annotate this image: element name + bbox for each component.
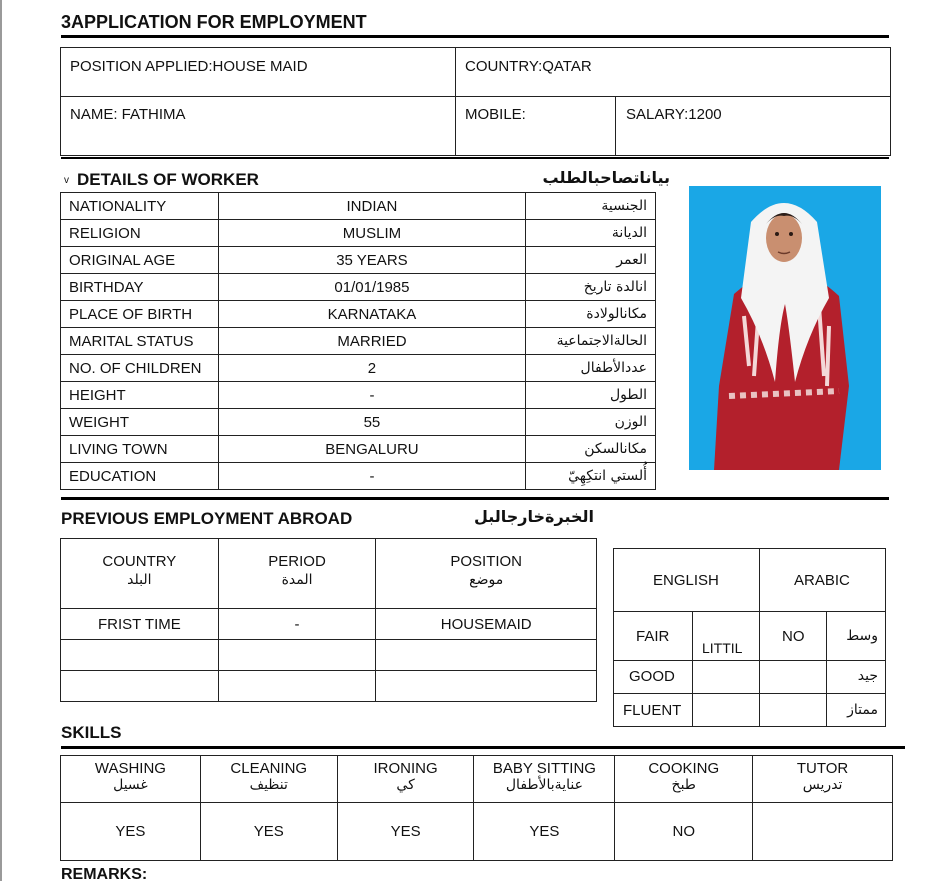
prev-col-period-ar: المدة: [281, 572, 313, 588]
lang-fair-ar: وسط: [846, 628, 878, 644]
skill-name-ar: تدريس: [802, 777, 843, 793]
details-label: RELIGION: [61, 220, 219, 247]
page-title: 3APPLICATION FOR EMPLOYMENT: [61, 12, 367, 32]
details-label: PLACE OF BIRTH: [61, 301, 219, 328]
title-rule: [61, 35, 889, 38]
details-row: [61, 193, 656, 220]
prev-row-empty: [218, 671, 376, 702]
details-row: [61, 274, 656, 301]
skill-value: YES: [61, 803, 201, 861]
prev-col-position-en: POSITION: [450, 553, 523, 570]
details-label: LIVING TOWN: [61, 436, 219, 463]
skill-header: [200, 756, 337, 803]
prev-col-position: [376, 539, 597, 609]
skill-name-ar: طبخ: [671, 777, 696, 793]
details-row: [61, 247, 656, 274]
worker-details-table: [60, 192, 656, 490]
skill-header: [61, 756, 201, 803]
lang-fluent: FLUENT: [623, 702, 682, 719]
details-row: [61, 355, 656, 382]
details-row: [61, 463, 656, 490]
details-row: [61, 382, 656, 409]
salary: SALARY:1200: [626, 106, 722, 123]
details-label: ORIGINAL AGE: [61, 247, 219, 274]
details-label: WEIGHT: [61, 409, 219, 436]
details-label-ar: أُلستي انتكِهِيّ: [526, 463, 656, 490]
details-value: 01/01/1985: [218, 274, 525, 301]
skill-name: WASHING: [94, 760, 166, 777]
prev-row-empty: [218, 640, 376, 671]
skill-value: YES: [474, 803, 615, 861]
skill-header: [615, 756, 753, 803]
details-value: 35 YEARS: [218, 247, 525, 274]
prev-row-empty: [61, 640, 219, 671]
details-label-ar: مكانالولادة: [526, 301, 656, 328]
details-row: [61, 328, 656, 355]
prev-col-period-en: PERIOD: [268, 553, 326, 570]
details-marker: v: [64, 175, 69, 186]
previous-heading-ar: الخبرةخارجالبل: [473, 507, 594, 526]
remarks-heading: REMARKS:: [61, 866, 148, 883]
details-label: HEIGHT: [61, 382, 219, 409]
page-edge: [0, 0, 2, 881]
prev-row-empty: [376, 640, 597, 671]
country: COUNTRY:QATAR: [465, 58, 592, 75]
details-label-ar: العمر: [526, 247, 656, 274]
lang-good-ar: جيد: [857, 668, 878, 684]
mobile: MOBILE:: [465, 106, 526, 123]
section-rule: [61, 157, 889, 159]
lang-english-level: LITTIL: [702, 640, 743, 656]
lang-good: GOOD: [629, 668, 675, 685]
details-label-ar: الوزن: [526, 409, 656, 436]
position-applied: POSITION APPLIED:HOUSE MAID: [70, 58, 308, 75]
applicant-photo: [689, 186, 881, 470]
details-value: MARRIED: [218, 328, 525, 355]
details-value: -: [218, 382, 525, 409]
details-heading-ar: بياناتصاحبالطلب: [542, 168, 670, 187]
lang-english: ENGLISH: [653, 572, 719, 589]
prev-row-period: -: [218, 609, 376, 640]
details-value: BENGALURU: [218, 436, 525, 463]
details-label-ar: انالدة تاريخ: [526, 274, 656, 301]
details-label: BIRTHDAY: [61, 274, 219, 301]
prev-col-position-ar: موضع: [469, 572, 504, 588]
skills-rule: [61, 746, 905, 749]
prev-col-country-ar: البلد: [127, 572, 152, 588]
lang-arabic-level: NO: [782, 628, 805, 645]
details-row: [61, 436, 656, 463]
details-value: -: [218, 463, 525, 490]
skill-header: [753, 756, 893, 803]
details-label-ar: عددالأطفال: [526, 355, 656, 382]
skill-value: YES: [200, 803, 337, 861]
details-value: 2: [218, 355, 525, 382]
details-value: INDIAN: [218, 193, 525, 220]
details-label-ar: الطول: [526, 382, 656, 409]
skill-value: YES: [337, 803, 474, 861]
details-label: NO. OF CHILDREN: [61, 355, 219, 382]
details-label-ar: الديانة: [526, 220, 656, 247]
skill-name: TUTOR: [796, 760, 849, 777]
applicant-name: NAME: FATHIMA: [70, 106, 186, 123]
details-value: 55: [218, 409, 525, 436]
skill-name-ar: عنايةبالأطفال: [505, 777, 583, 793]
details-label-ar: الجنسية: [526, 193, 656, 220]
details-heading: DETAILS OF WORKER: [77, 170, 259, 189]
details-label: EDUCATION: [61, 463, 219, 490]
details-value: KARNATAKA: [218, 301, 525, 328]
lang-fair: FAIR: [636, 628, 670, 645]
skill-name-ar: غسيل: [113, 777, 148, 793]
details-label: MARITAL STATUS: [61, 328, 219, 355]
details-label-ar: الحالةالاجتماعية: [526, 328, 656, 355]
skill-header: [474, 756, 615, 803]
previous-employment-table: [60, 538, 597, 702]
prev-row-empty: [61, 671, 219, 702]
skill-name: COOKING: [648, 760, 720, 777]
skill-name-ar: كي: [396, 777, 415, 793]
prev-row-position: HOUSEMAID: [376, 609, 597, 640]
section-rule: [61, 497, 889, 500]
prev-col-country: [61, 539, 219, 609]
skills-table: [60, 755, 893, 861]
details-row: [61, 220, 656, 247]
skill-value: [753, 803, 893, 861]
skill-name: CLEANING: [230, 760, 308, 777]
skill-header: [337, 756, 474, 803]
skill-name-ar: تنظيف: [249, 777, 288, 793]
lang-fluent-ar: ممتاز: [847, 702, 878, 718]
skill-name: IRONING: [373, 760, 438, 777]
prev-col-period: [218, 539, 376, 609]
previous-heading: PREVIOUS EMPLOYMENT ABROAD: [61, 509, 353, 528]
details-row: [61, 301, 656, 328]
details-row: [61, 409, 656, 436]
details-label-ar: مكانالسكن: [526, 436, 656, 463]
prev-row-empty: [376, 671, 597, 702]
lang-arabic: ARABIC: [794, 572, 850, 589]
skills-heading: SKILLS: [61, 723, 122, 742]
prev-row-country: FRIST TIME: [61, 609, 219, 640]
details-value: MUSLIM: [218, 220, 525, 247]
details-label: NATIONALITY: [61, 193, 219, 220]
prev-col-country-en: COUNTRY: [102, 553, 177, 570]
skill-value: NO: [615, 803, 753, 861]
skill-name: BABY SITTING: [492, 760, 596, 777]
